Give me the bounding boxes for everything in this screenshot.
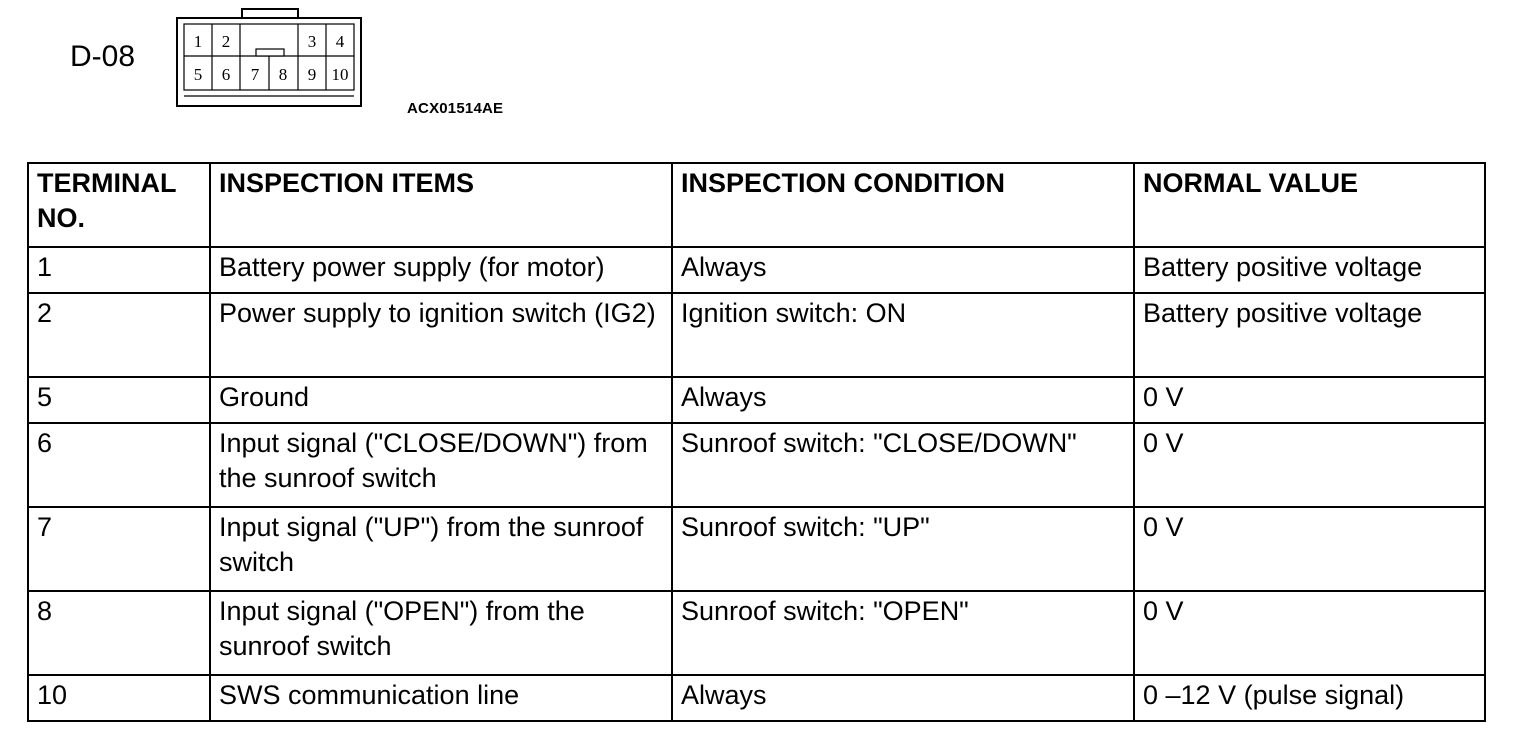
inspection-table — [27, 162, 1486, 722]
table-row — [28, 675, 1485, 721]
cell-item: Power supply to ignition switch (IG2) — [210, 293, 672, 377]
cell-condition: Sunroof switch: "UP" — [672, 507, 1134, 591]
figure-reference-code: ACX01514AE — [407, 100, 504, 117]
cell-terminal: 8 — [28, 591, 210, 675]
cell-terminal: 10 — [28, 675, 210, 721]
pin-label: 5 — [193, 65, 203, 84]
table-row — [28, 293, 1485, 377]
cell-condition: Always — [672, 377, 1134, 423]
pin-label: 1 — [193, 32, 203, 51]
cell-item: SWS communication line — [210, 675, 672, 721]
pin-label: 9 — [307, 65, 317, 84]
table-header-row — [28, 163, 1485, 247]
cell-value: 0 V — [1134, 423, 1485, 507]
cell-terminal: 1 — [28, 247, 210, 293]
cell-value: 0 –12 V (pulse signal) — [1134, 675, 1485, 721]
cell-terminal: 7 — [28, 507, 210, 591]
cell-item: Input signal ("CLOSE/DOWN") from the sunroof switch — [210, 423, 672, 507]
table-row — [28, 423, 1485, 507]
table-row — [28, 377, 1485, 423]
cell-value: Battery positive voltage — [1134, 247, 1485, 293]
header-inspection-condition: INSPECTION CONDITION — [672, 163, 1134, 247]
cell-terminal: 2 — [28, 293, 210, 377]
pin-label: 3 — [307, 32, 317, 51]
connector-drawing — [175, 8, 363, 108]
connector-id: D-08 — [70, 40, 136, 73]
connector-diagram — [175, 8, 363, 108]
pin-label: 4 — [335, 32, 345, 51]
pin-label: 8 — [278, 65, 288, 84]
table-row — [28, 507, 1485, 591]
cell-condition: Ignition switch: ON — [672, 293, 1134, 377]
pin-label: 2 — [221, 32, 231, 51]
table-row — [28, 591, 1485, 675]
pin-label: 10 — [331, 65, 349, 84]
cell-item: Ground — [210, 377, 672, 423]
cell-condition: Always — [672, 247, 1134, 293]
cell-condition: Sunroof switch: "CLOSE/DOWN" — [672, 423, 1134, 507]
header-terminal-no: TERMINAL NO. — [28, 163, 210, 247]
cell-item: Input signal ("UP") from the sunroof switch — [210, 507, 672, 591]
header-inspection-items: INSPECTION ITEMS — [210, 163, 672, 247]
pin-label: 7 — [250, 65, 260, 84]
cell-value: 0 V — [1134, 591, 1485, 675]
cell-terminal: 5 — [28, 377, 210, 423]
cell-value: 0 V — [1134, 377, 1485, 423]
cell-item: Battery power supply (for motor) — [210, 247, 672, 293]
cell-condition: Sunroof switch: "OPEN" — [672, 591, 1134, 675]
cell-item: Input signal ("OPEN") from the sunroof switch — [210, 591, 672, 675]
cell-value: Battery positive voltage — [1134, 293, 1485, 377]
cell-terminal: 6 — [28, 423, 210, 507]
header-normal-value: NORMAL VALUE — [1134, 163, 1485, 247]
cell-value: 0 V — [1134, 507, 1485, 591]
cell-condition: Always — [672, 675, 1134, 721]
pin-label: 6 — [221, 65, 231, 84]
table-row — [28, 247, 1485, 293]
